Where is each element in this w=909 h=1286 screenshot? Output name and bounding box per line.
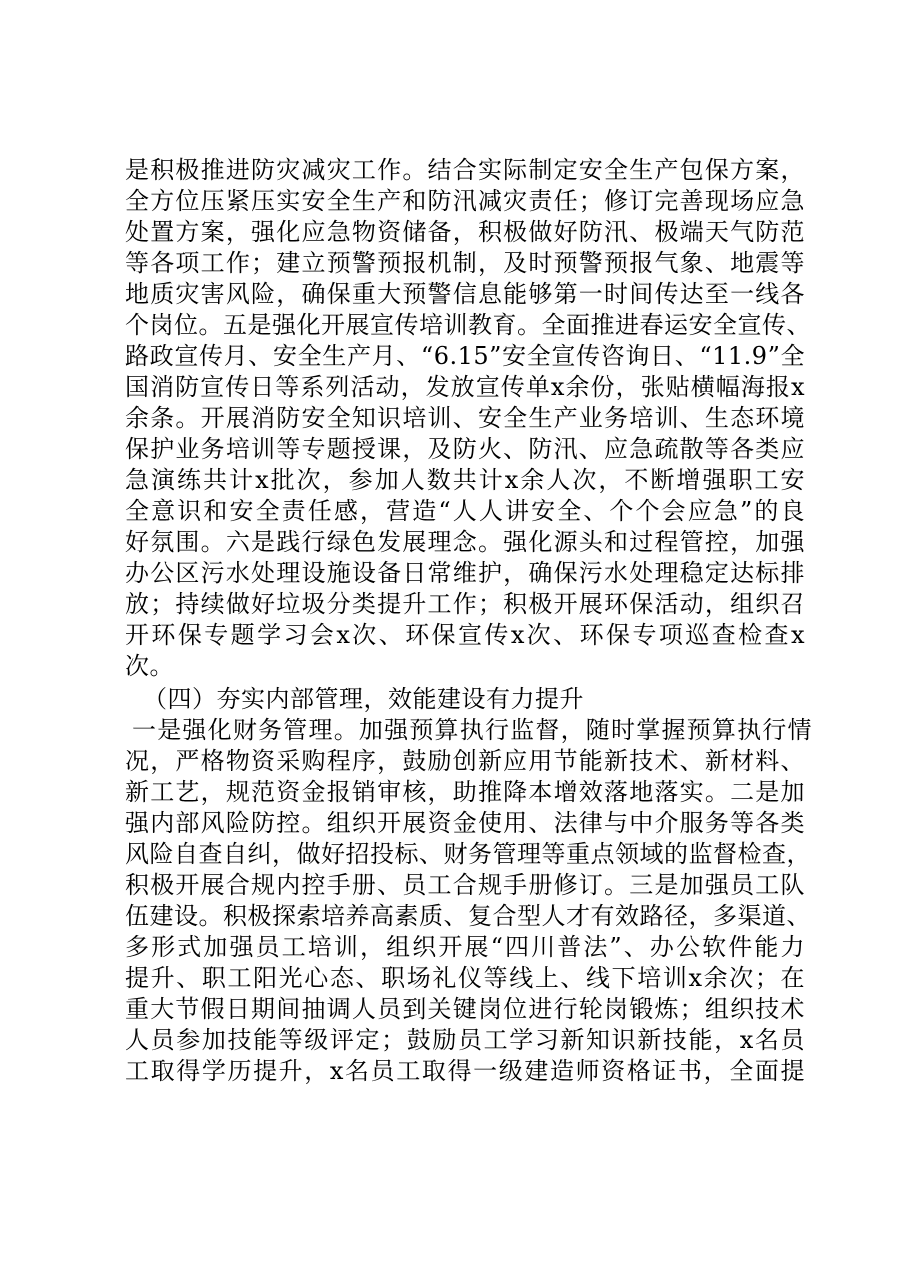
paragraph-line: 新工艺，规范资金报销审核，助推降本增效落地落实。二是加 bbox=[125, 778, 805, 806]
paragraph-line: 等各项工作；建立预警预报机制，及时预警预报气象、地震等 bbox=[125, 249, 805, 277]
paragraph-line: 次。 bbox=[125, 652, 174, 680]
paragraph-line: 办公区污水处理设施设备日常维护，确保污水处理稳定达标排 bbox=[125, 559, 805, 587]
paragraph-line: 人员参加技能等级评定；鼓励员工学习新知识新技能，x名员 bbox=[125, 1026, 805, 1054]
paragraph-line: 况，严格物资采购程序，鼓励创新应用节能新技术、新材料、 bbox=[125, 747, 805, 775]
paragraph-line: 国消防宣传日等系列活动，发放宣传单x余份，张贴横幅海报x bbox=[125, 373, 805, 401]
paragraph-line: 地质灾害风险，确保重大预警信息能够第一时间传达至一线各 bbox=[125, 280, 805, 308]
paragraph-line: 多形式加强员工培训，组织开展“四川普法”、办公软件能力 bbox=[125, 933, 805, 961]
paragraph-line: 积极开展合规内控手册、员工合规手册修订。三是加强员工队 bbox=[125, 871, 805, 899]
paragraph-line: 全方位压紧压实安全生产和防汛减灾责任；修订完善现场应急 bbox=[125, 187, 805, 215]
paragraph-line: 路政宣传月、安全生产月、“6.15”安全宣传咨询日、“11.9”全 bbox=[125, 342, 805, 370]
paragraph-line: 重大节假日期间抽调人员到关键岗位进行轮岗锻炼；组织技术 bbox=[125, 995, 805, 1023]
paragraph-line: 全意识和安全责任感，营造“人人讲安全、个个会应急”的良 bbox=[125, 497, 805, 525]
paragraph-line: 强内部风险防控。组织开展资金使用、法律与中介服务等各类 bbox=[125, 809, 805, 837]
paragraph-line: 伍建设。积极探索培养高素质、复合型人才有效路径，多渠道、 bbox=[125, 902, 811, 930]
paragraph-line: 提升、职工阳光心态、职场礼仪等线上、线下培训x余次；在 bbox=[125, 964, 805, 992]
paragraph-line: 开环保专题学习会x次、环保宣传x次、环保专项巡查检查x bbox=[125, 621, 805, 649]
paragraph-line: 急演练共计x批次，参加人数共计x余人次，不断增强职工安 bbox=[125, 466, 805, 494]
paragraph-line: 一是强化财务管理。加强预算执行监督，随时掌握预算执行情 bbox=[132, 716, 812, 744]
paragraph-line: 余条。开展消防安全知识培训、安全生产业务培训、生态环境 bbox=[125, 404, 805, 432]
paragraph-line: 个岗位。五是强化开展宣传培训教育。全面推进春运安全宣传、 bbox=[125, 311, 811, 339]
section-heading: （四）夯实内部管理，效能建设有力提升 bbox=[143, 685, 584, 713]
paragraph-line: 是积极推进防灾减灾工作。结合实际制定安全生产包保方案， bbox=[125, 156, 805, 184]
paragraph-line: 处置方案，强化应急物资储备，积极做好防汛、极端天气防范 bbox=[125, 218, 805, 246]
paragraph-line: 工取得学历提升，x名员工取得一级建造师资格证书，全面提 bbox=[125, 1057, 805, 1085]
paragraph-line: 放；持续做好垃圾分类提升工作；积极开展环保活动，组织召 bbox=[125, 590, 805, 618]
paragraph-line: 好氛围。六是践行绿色发展理念。强化源头和过程管控，加强 bbox=[125, 528, 805, 556]
paragraph-line: 风险自查自纠，做好招投标、财务管理等重点领域的监督检查， bbox=[125, 840, 811, 868]
paragraph-line: 保护业务培训等专题授课，及防火、防汛、应急疏散等各类应 bbox=[125, 435, 805, 463]
